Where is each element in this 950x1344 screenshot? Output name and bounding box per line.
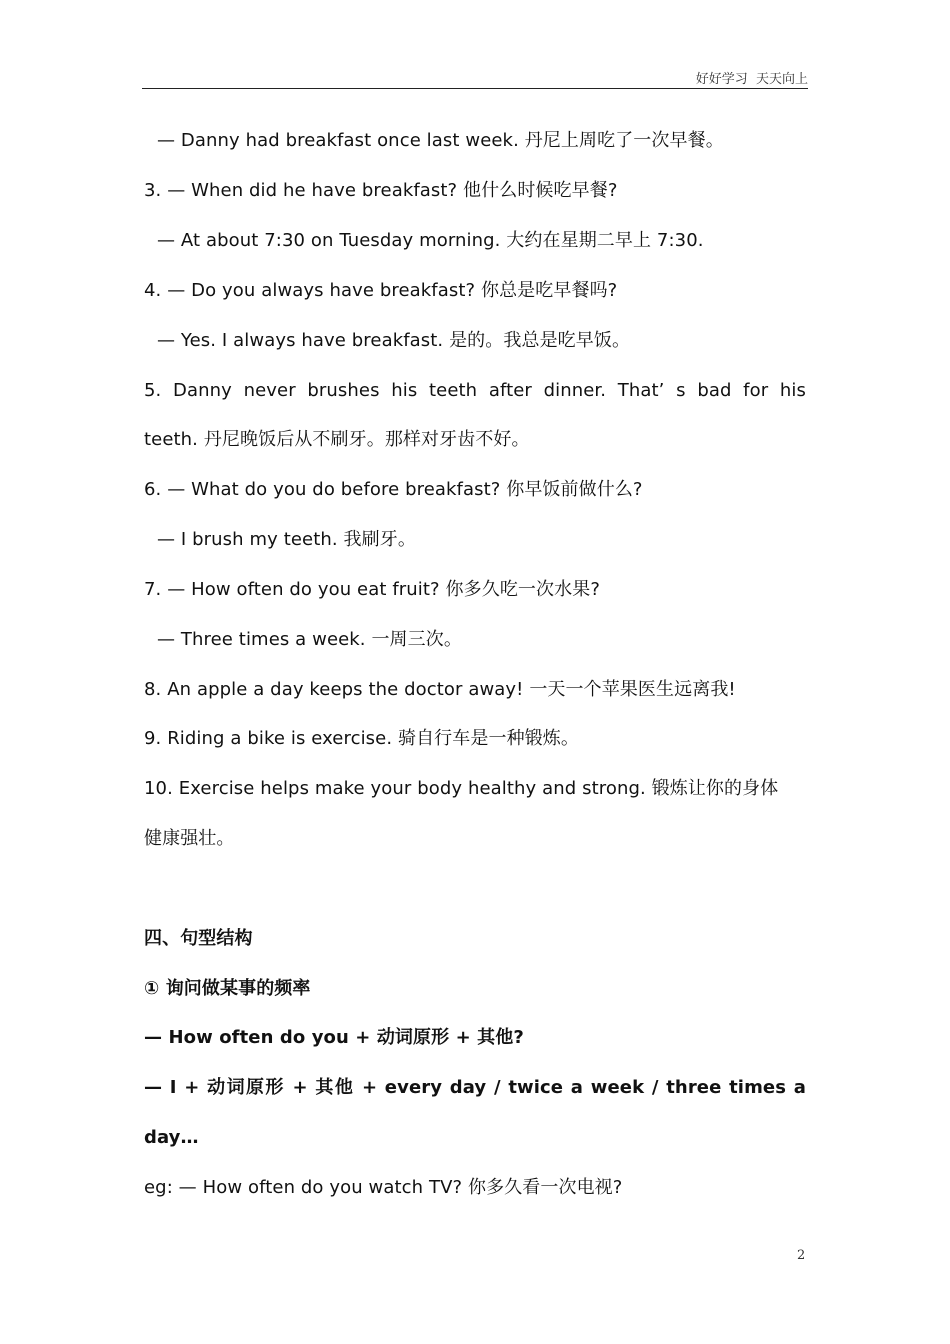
example-line: eg: — How often do you watch TV? 你多久看一次电视?: [144, 1177, 623, 1198]
text-line: — Danny had breakfast once last week. 丹尼上周吃了一次早餐。: [157, 130, 724, 151]
pattern-answer-continued: day…: [144, 1127, 199, 1148]
header-text: 好好学习 天天向上: [695, 72, 808, 87]
page-number: 2: [797, 1248, 806, 1263]
text-line: 5. Danny never brushes his teeth after dinner. That’ s bad for his: [144, 380, 806, 401]
text-line: 健康强壮。: [144, 828, 235, 849]
section-heading: 四、句型结构: [144, 928, 253, 949]
text-line: 10. Exercise helps make your body healthy and strong. 锻炼让你的身体: [144, 778, 779, 799]
text-line: — I brush my teeth. 我刷牙。: [157, 529, 416, 550]
pattern-question: — How often do you + 动词原形 + 其他?: [144, 1027, 524, 1048]
text-line: teeth. 丹尼晚饭后从不刷牙。那样对牙齿不好。: [144, 429, 530, 450]
text-line: 3. — When did he have breakfast? 他什么时候吃早餐?: [144, 180, 618, 201]
pattern-answer: — I + 动词原形 + 其他 + every day / twice a week / three times a: [144, 1077, 806, 1098]
header-divider: [142, 88, 808, 89]
text-line: 7. — How often do you eat fruit? 你多久吃一次水果?: [144, 579, 600, 600]
text-line: — Three times a week. 一周三次。: [157, 629, 462, 650]
text-line: 8. An apple a day keeps the doctor away! 一天一个苹果医生远离我!: [144, 679, 736, 700]
text-line: — At about 7:30 on Tuesday morning. 大约在星期二早上 7:30.: [157, 230, 704, 251]
text-line: 6. — What do you do before breakfast? 你早饭前做什么?: [144, 479, 643, 500]
subsection-heading: ① 询问做某事的频率: [144, 978, 311, 999]
text-line: 4. — Do you always have breakfast? 你总是吃早餐吗?: [144, 280, 618, 301]
text-line: — Yes. I always have breakfast. 是的。我总是吃早饭。: [157, 330, 631, 351]
text-line: 9. Riding a bike is exercise. 骑自行车是一种锻炼。: [144, 728, 579, 749]
